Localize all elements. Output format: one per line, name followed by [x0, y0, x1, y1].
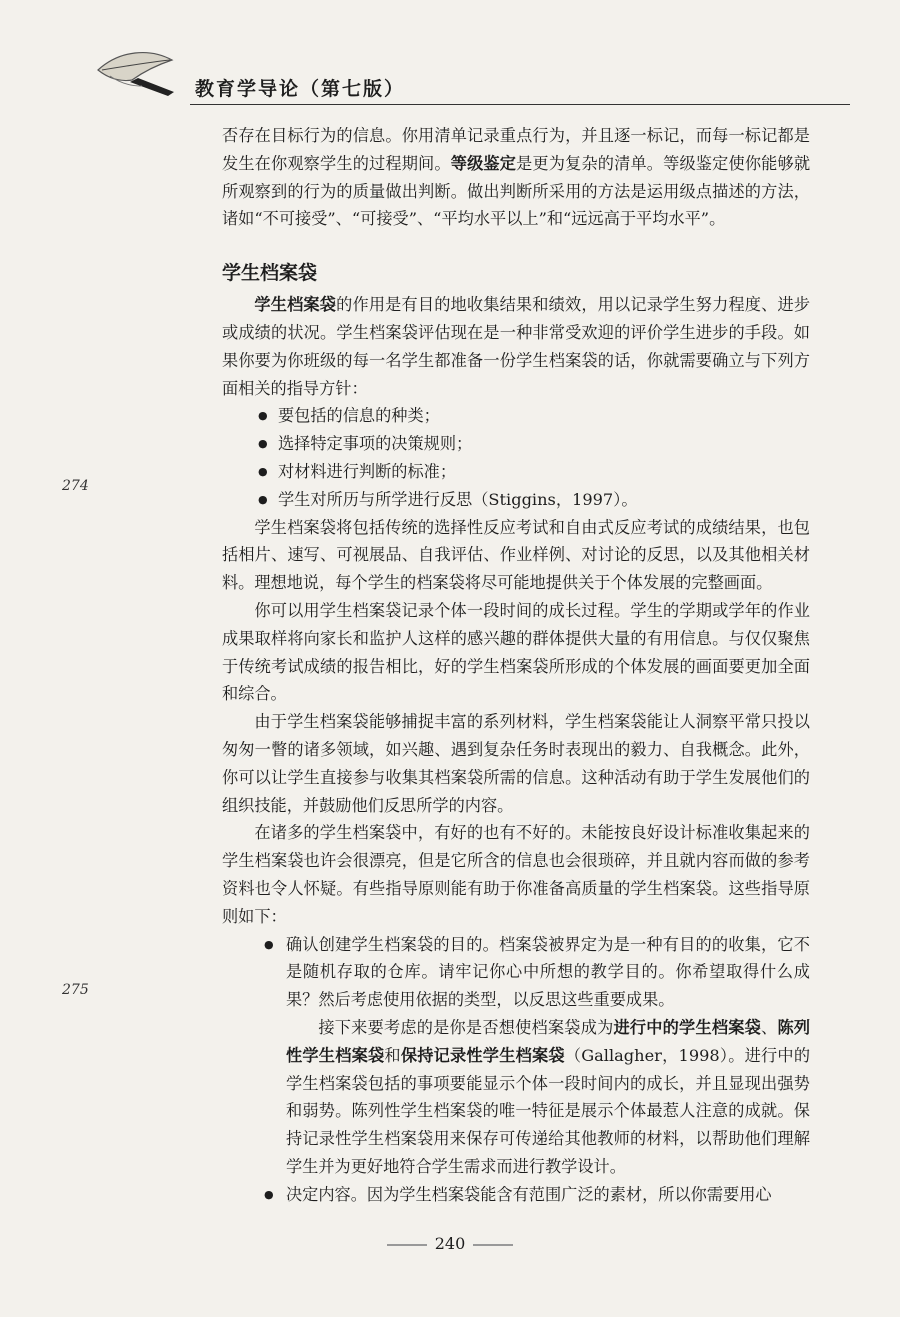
- list-item: ● 决定内容。因为学生档案袋能含有范围广泛的素材，所以你需要用心: [222, 1181, 810, 1209]
- paragraph: 否存在目标行为的信息。你用清单记录重点行为，并且逐一标记，而每一标记都是发生在你观察学生的过程期间。等级鉴定是更为复杂的清单。等级鉴定使你能够就所观察到的行为的质量做出判断。做出判断所采用的方法是运用级点描述的方法，诸如“不可接受”、“可接受”、“平均水平以上”和“远远高于平均水平”。: [222, 126, 811, 229]
- footer-rule: [473, 1244, 513, 1246]
- book-title: 教育学导论（第七版）: [195, 78, 406, 100]
- bullet-list: [222, 1181, 810, 1209]
- list-item: ● 要包括的信息的种类；: [222, 402, 810, 430]
- section-heading: 学生档案袋: [222, 262, 318, 285]
- paragraph: 学生档案袋的作用是有目的地收集结果和绩效，用以记录学生努力程度、进步或成绩的状况。学生档案袋评估现在是一种非常受欢迎的评价学生进步的手段。如果你要为你班级的每一名学生都准备一份学生档案袋的话，你就需要确立与下列方面相关的指导方针：: [222, 295, 811, 398]
- page-number: 240: [434, 1234, 466, 1253]
- bold-term: 保持记录性学生档案袋: [400, 1045, 565, 1065]
- bullet-list: [222, 402, 810, 513]
- bold-term: 学生档案袋: [254, 295, 337, 315]
- bold-term: 进行中的学生档案袋: [613, 1017, 762, 1037]
- margin-page-ref: 275: [62, 982, 89, 998]
- bold-term: 等级鉴定: [450, 153, 517, 173]
- bullet-list: [222, 931, 810, 1014]
- list-item: ● 对材料进行判断的标准；: [222, 458, 810, 486]
- list-item: ● 确认创建学生档案袋的目的。档案袋被界定为是一种有目的的收集，它不是随机存取的仓库。请牢记你心中所想的教学目的。你希望取得什么成果？然后考虑使用依据的类型，以反思这些重要成果。: [222, 931, 810, 1014]
- page-footer: [0, 1234, 900, 1253]
- paragraph: 由于学生档案袋能够捕捉丰富的系列材料，学生档案袋能让人洞察平常只投以匆匆一瞥的诸多领域，如兴趣、遇到复杂任务时表现出的毅力、自我概念。此外，你可以让学生直接参与收集其档案袋所需的信息。这种活动有助于学生发展他们的组织技能，并鼓励他们反思所学的内容。: [222, 712, 810, 815]
- quill-logo-icon: [90, 40, 200, 100]
- list-item: ● 学生对所历与所学进行反思（Stiggins，1997）。: [222, 486, 810, 514]
- page-body: [222, 122, 810, 1208]
- list-item: ● 选择特定事项的决策规则；: [222, 430, 810, 458]
- paragraph: 接下来要考虑的是你是否想使档案袋成为进行中的学生档案袋、陈列性学生档案袋和保持记录性学生档案袋（Gallagher，1998）。进行中的学生档案袋包括的事项要能显示个体一段时间内的成长，并且显现出强势和弱势。陈列性学生档案袋的唯一特征是展示个体最惹人注意的成就。保持记录性学生档案袋用来保存可传递给其他教师的材料，以帮助他们理解学生并为更好地符合学生需求而进行教学设计。: [286, 1017, 811, 1176]
- margin-page-ref: 274: [62, 478, 89, 494]
- paragraph: 你可以用学生档案袋记录个体一段时间的成长过程。学生的学期或学年的作业成果取样将向家长和监护人这样的感兴趣的群体提供大量的有用信息。与仅仅聚焦于传统考试成绩的报告相比，好的学生档案袋所形成的个体发展的画面要更加全面和综合。: [222, 600, 810, 704]
- header-rule: [190, 104, 850, 105]
- page-header: [90, 40, 850, 110]
- paragraph: 在诸多的学生档案袋中，有好的也有不好的。未能按良好设计标准收集起来的学生档案袋也许会很漂亮，但是它所含的信息也会很琐碎，并且就内容而做的参考资料也令人怀疑。有些指导原则能有助于你准备高质量的学生档案袋。这些指导原则如下：: [222, 823, 810, 926]
- paragraph: 学生档案袋将包括传统的选择性反应考试和自由式反应考试的成绩结果，也包括相片、速写、可视展品、自我评估、作业样例、对讨论的反思，以及其他相关材料。理想地说，每个学生的档案袋将尽可能地提供关于个体发展的完整画面。: [222, 517, 810, 593]
- bold-term: 陈列性学生档案袋: [286, 1017, 811, 1065]
- footer-rule: [387, 1244, 427, 1246]
